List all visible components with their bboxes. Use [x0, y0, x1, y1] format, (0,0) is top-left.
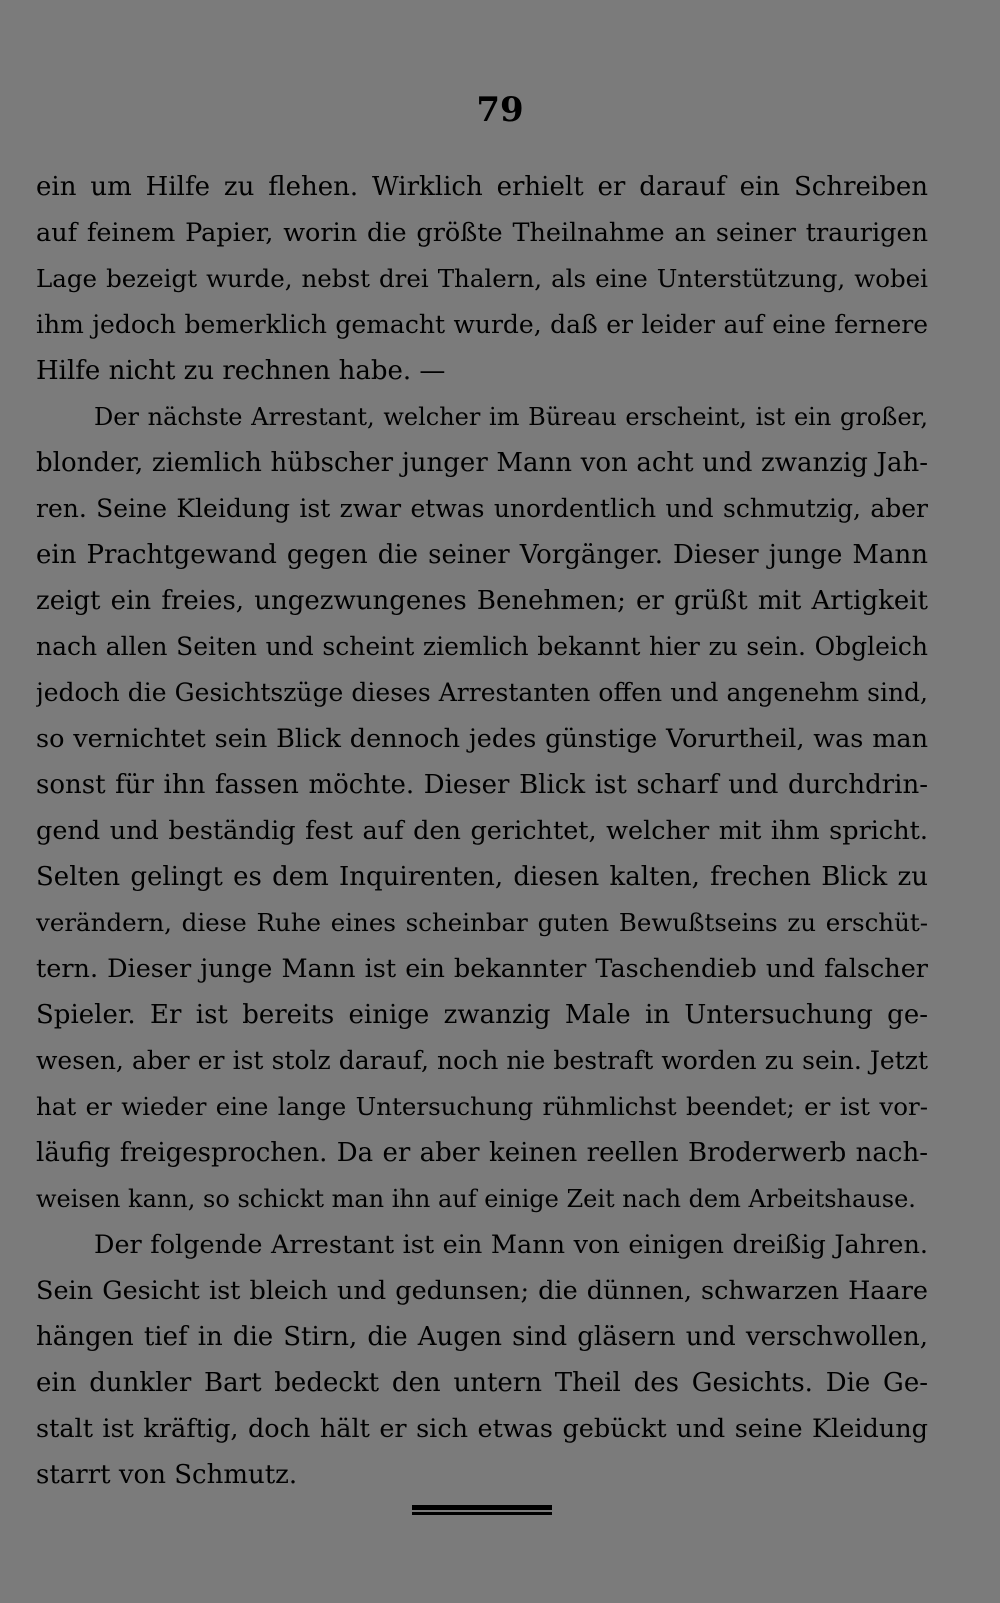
- text-line: Hilfe nicht zu rechnen habe. —: [36, 356, 446, 386]
- text-line: sonst für ihn fassen möchte. Dieser Blick ist scharf und durchdrin-: [36, 770, 928, 800]
- text-line: hängen tief in die Stirn, die Augen sind gläsern und verschwollen,: [36, 1322, 928, 1352]
- body-text: [36, 164, 928, 1498]
- text-line: nach allen Seiten und scheint ziemlich bekannt hier zu sein. Obgleich: [36, 632, 928, 661]
- text-line: zeigt ein freies, ungezwungenes Benehmen; er grüßt mit Artigkeit: [36, 586, 928, 616]
- text-line: tern. Dieser junge Mann ist ein bekannter Taschendieb und falscher: [36, 954, 928, 984]
- text-line: ein um Hilfe zu flehen. Wirklich erhielt er darauf ein Schreiben: [36, 172, 928, 202]
- section-end-rule: [412, 1505, 552, 1515]
- text-line: Spieler. Er ist bereits einige zwanzig Male in Untersuchung ge-: [36, 1000, 928, 1030]
- text-line: auf feinem Papier, worin die größte Theilnahme an seiner traurigen: [36, 218, 928, 248]
- text-line: Sein Gesicht ist bleich und gedunsen; die dünnen, schwarzen Haare: [36, 1276, 928, 1306]
- text-line: ein Prachtgewand gegen die seiner Vorgänger. Dieser junge Mann: [36, 540, 928, 570]
- text-line: so vernichtet sein Blick dennoch jedes günstige Vorurtheil, was man: [36, 724, 928, 754]
- text-line: blonder, ziemlich hübscher junger Mann von acht und zwanzig Jah-: [36, 448, 928, 478]
- rule-thick: [412, 1505, 552, 1510]
- text-line: läufig freigesprochen. Da er aber keinen reellen Broderwerb nach-: [36, 1138, 928, 1168]
- text-line: starrt von Schmutz.: [36, 1460, 298, 1490]
- text-line: Selten gelingt es dem Inquirenten, diesen kalten, frechen Blick zu: [36, 862, 928, 892]
- text-line: wesen, aber er ist stolz darauf, noch nie bestraft worden zu sein. Jetzt: [36, 1046, 928, 1075]
- text-line: gend und beständig fest auf den gerichtet, welcher mit ihm spricht.: [36, 816, 928, 846]
- text-line: ihm jedoch bemerklich gemacht wurde, daß er leider auf eine fernere: [36, 310, 928, 339]
- text-line: Der nächste Arrestant, welcher im Büreau erscheint, ist ein großer,: [94, 403, 928, 431]
- text-line: Der folgende Arrestant ist ein Mann von einigen dreißig Jahren.: [94, 1230, 928, 1260]
- text-line: Lage bezeigt wurde, nebst drei Thalern, als eine Unterstützung, wobei: [36, 264, 928, 293]
- text-line: ren. Seine Kleidung ist zwar etwas unordentlich und schmutzig, aber: [36, 494, 928, 523]
- text-line: verändern, diese Ruhe eines scheinbar guten Bewußtseins zu erschüt-: [36, 908, 928, 937]
- text-line: weisen kann, so schickt man ihn auf einige Zeit nach dem Arbeitshause.: [36, 1185, 916, 1213]
- text-line: hat er wieder eine lange Untersuchung rühmlichst beendet; er ist vor-: [36, 1092, 928, 1121]
- rule-thin: [412, 1512, 552, 1515]
- page-number: 79: [476, 90, 524, 130]
- text-line: jedoch die Gesichtszüge dieses Arrestanten offen und angenehm sind,: [36, 678, 928, 707]
- text-line: stalt ist kräftig, doch hält er sich etwas gebückt und seine Kleidung: [36, 1414, 928, 1444]
- text-line: ein dunkler Bart bedeckt den untern Theil des Gesichts. Die Ge-: [36, 1368, 928, 1398]
